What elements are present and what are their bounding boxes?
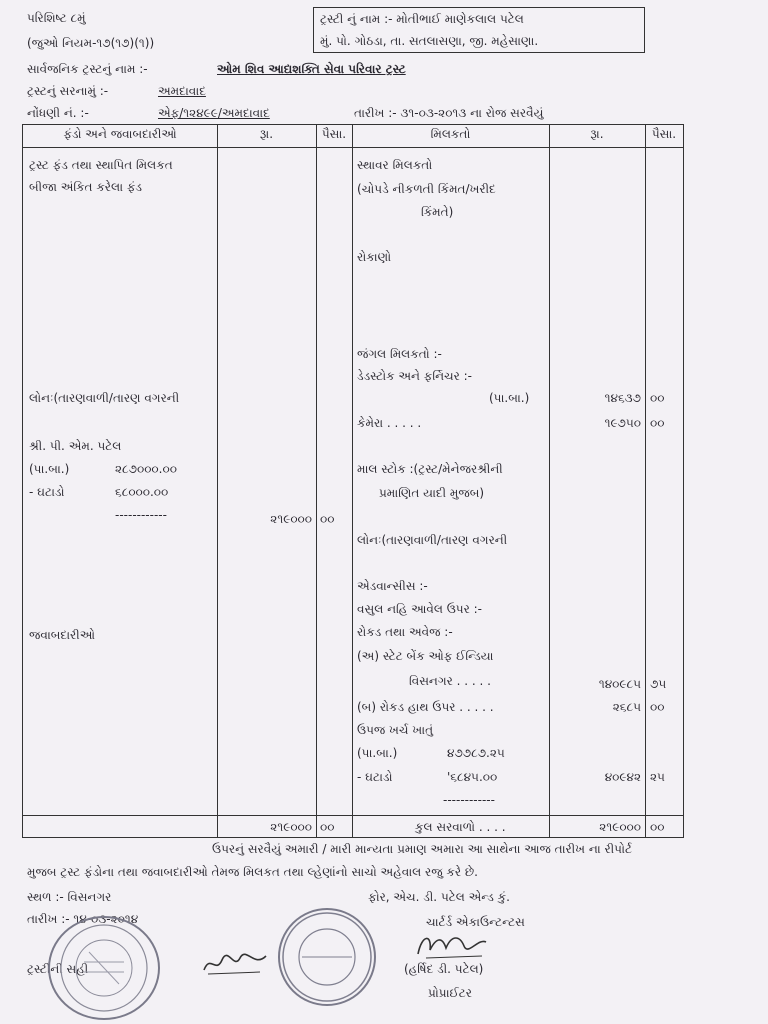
place: સ્થળ :- વિસનગર (27, 890, 112, 904)
camera-paise: ૦૦ (650, 416, 665, 430)
divider (645, 125, 646, 837)
deadstock-pb: (પા.બા.) (489, 391, 530, 405)
sbi-paise: ૭૫ (650, 677, 667, 691)
cash-hand-paise: ૦૦ (650, 700, 665, 714)
income-expense-pb-amount: ૪૭૭૮૭.૨૫ (447, 746, 505, 760)
income-expense-label: ઉપજ ખર્ચ ખાતું (357, 723, 434, 737)
camera-rs: ૧૯૭૫૦ (604, 416, 641, 430)
sbi-rs: ૧૪૦૯૮૫ (598, 677, 641, 691)
proprietor-name: (હર્ષિદ ડી. પટેલ) (404, 962, 484, 976)
rule-reference: (જુઓ નિયમ-૧૭(૧૭)(૧)) (27, 36, 155, 50)
total-left-rs: ૨૧૯૦૦૦ (270, 820, 312, 834)
income-expense-decrease: - ઘટાડો (357, 770, 393, 784)
total-right-paise: ૦૦ (650, 820, 665, 834)
header-funds: ફંડો અને જવાબદારીઓ (63, 127, 177, 141)
divider (549, 125, 550, 837)
movable-assets-label: જંગલ મિલકતો :- (357, 347, 442, 361)
cash-hand-rs: ૨૬૮૫ (612, 700, 641, 714)
visnagar-label: વિસનગર . . . . . (409, 674, 491, 688)
trustee-box (313, 7, 645, 53)
header-rs: રૂા. (259, 127, 274, 141)
divider (217, 125, 218, 837)
sbi-label: (અ) સ્ટેટ બેંક ઓફ ઈન્ડિયા (357, 649, 494, 663)
divider (23, 815, 683, 816)
ca-stamp (278, 908, 376, 1006)
loan-subtotal-paise: ૦૦ (320, 512, 335, 526)
advances-label: એડવાન્સીસ :- (357, 579, 428, 593)
decrease-amount: ૬૮૦૦૦.૦૦ (115, 485, 169, 499)
address-value: અમદાવાદ (158, 84, 206, 98)
trust-name-label: સાર્વજનિક ટ્રસ્ટનું નામ :- (27, 62, 148, 76)
firm-name: ફોર, એચ. ડી. પટેલ એન્ડ કું. (368, 890, 510, 904)
income-expense-decrease-amount: '૬૮૪૫.૦૦ (447, 770, 498, 784)
header-paise: પૈસા. (321, 127, 347, 141)
previous-balance-amount: ૨૮૭૦૦૦.૦૦ (115, 462, 177, 476)
other-funds-label: બીજા અંકિત કરેલા ફંડ (29, 180, 142, 194)
registration-number: એફ/૧૨૪૯૯/અમદાવાદ (158, 106, 270, 120)
decrease-label: - ઘટાડો (29, 485, 65, 499)
balance-sheet-table (22, 124, 684, 838)
stamp-icon (280, 910, 374, 1004)
dashes: ------------ (115, 508, 167, 522)
loan-subtotal-rs: ૨૧૯૦૦૦ (270, 512, 312, 526)
registration-label: નોંધણી નં. :- (27, 106, 89, 120)
stock-label-2: પ્રમાણિત યાદી મુજબ) (379, 486, 485, 500)
cash-hand-label: (બ) રોકડ હાથ ઉપર . . . . . (357, 700, 494, 714)
trust-fund-label: ટ્રસ્ટ ફંડ તથા સ્થાપિત મિલકત (29, 158, 173, 172)
divider (23, 147, 683, 148)
book-value-label: (ચોપડે નીકળતી કિંમત/ખરીદ (357, 182, 496, 196)
certification-line-1: ઉપરનું સરવૈયું અમારી / મારી માન્યતા પ્રમાણ અમારા આ સાથેના આજ તારીખ ના રીપોર્ટ (212, 842, 632, 856)
divider (352, 125, 353, 837)
header-assets: મિલકતો (430, 127, 471, 141)
dashes: ------------ (443, 793, 495, 807)
immovable-assets-label: સ્થાવર મિલકતો (357, 158, 433, 172)
certification-line-2: મુજબ ટ્રસ્ટ ફંડોના તથા જવાબદારીઓ તેમજ મિલકત તથા લ્હેણાંનો સાચો અહેવાલ રજુ કરે છે. (27, 865, 478, 879)
total-right-rs: ૨૧૯૦૦૦ (599, 820, 641, 834)
total-label: કુલ સરવાળો . . . . (415, 820, 506, 834)
investments-label: રોકાણો (357, 250, 392, 264)
stock-label: માલ સ્ટોક :(ટ્રસ્ટ/મેનેજરશ્રીની (357, 462, 503, 476)
seal-icon (54, 922, 154, 1014)
cost-label: કિંમતે) (421, 205, 454, 219)
income-expense-paise: ૨૫ (650, 770, 665, 784)
person-name: શ્રી. પી. એમ. પટેલ (29, 439, 122, 453)
trustee-name: ટ્રસ્ટી નું નામ :- મોતીભાઈ માણેકલાલ પટેલ (320, 12, 524, 26)
header-paise-2: પૈસા. (651, 127, 677, 141)
deadstock-label: ડેડસ્ટોક અને ફર્નિચર :- (357, 369, 473, 383)
income-expense-rs: ૪૦૯૪૨ (604, 770, 641, 784)
liabilities-label: જવાબદારીઓ (29, 628, 95, 642)
address-label: ટ્રસ્ટનું સરનામું :- (27, 84, 109, 98)
camera-label: કેમેરા . . . . . (357, 416, 422, 430)
schedule-label: પરિશિષ્ટ ૮મું (27, 11, 86, 25)
header-rs-2: રૂા. (590, 127, 604, 141)
trust-seal (48, 916, 160, 1020)
proprietor-title: પ્રોપ્રાઈટર (428, 986, 472, 1000)
trust-name: ઓમ શિવ આદ્યશક્તિ સેવા પરિવાર ટ્રસ્ટ (217, 62, 406, 76)
divider (316, 125, 317, 837)
loans-label: લોનઃ(તારણવાળી/તારણ વગરની (29, 391, 180, 405)
deadstock-paise: ૦૦ (650, 391, 665, 405)
trustee-address: મું. પો. ગોઠડા, તા. સતલાસણા, જી. મહેસાણા. (320, 34, 539, 48)
trustee-signature-label: ટ્રસ્ટીની સહી (27, 962, 89, 976)
total-left-paise: ૦૦ (320, 820, 335, 834)
previous-balance-label: (પા.બા.) (29, 462, 70, 476)
income-expense-pb: (પા.બા.) (357, 746, 398, 760)
trustee-signature (200, 950, 270, 978)
cash-bank-label: રોકડ તથા અવેજ :- (357, 625, 453, 639)
firm-title: ચાર્ટર્ડ એકાઉન્ટન્ટસ (426, 915, 525, 929)
deadstock-rs: ૧૪૬૩૭ (604, 391, 641, 405)
loans-assets-label: લોનઃ(તારણવાળી/તારણ વગરની (357, 533, 508, 547)
unrecoverable-label: વસુલ નહિ આવેલ ઉપર :- (357, 602, 482, 616)
balance-sheet-date: તારીખ :- ૩૧-૦૩-૨૦૧૩ ના રોજ સરવૈયું (354, 106, 544, 120)
proprietor-signature (412, 928, 492, 962)
signing-date: તારીખ :- ૧૪-૦૩-૨૦૧૪ (27, 912, 139, 926)
